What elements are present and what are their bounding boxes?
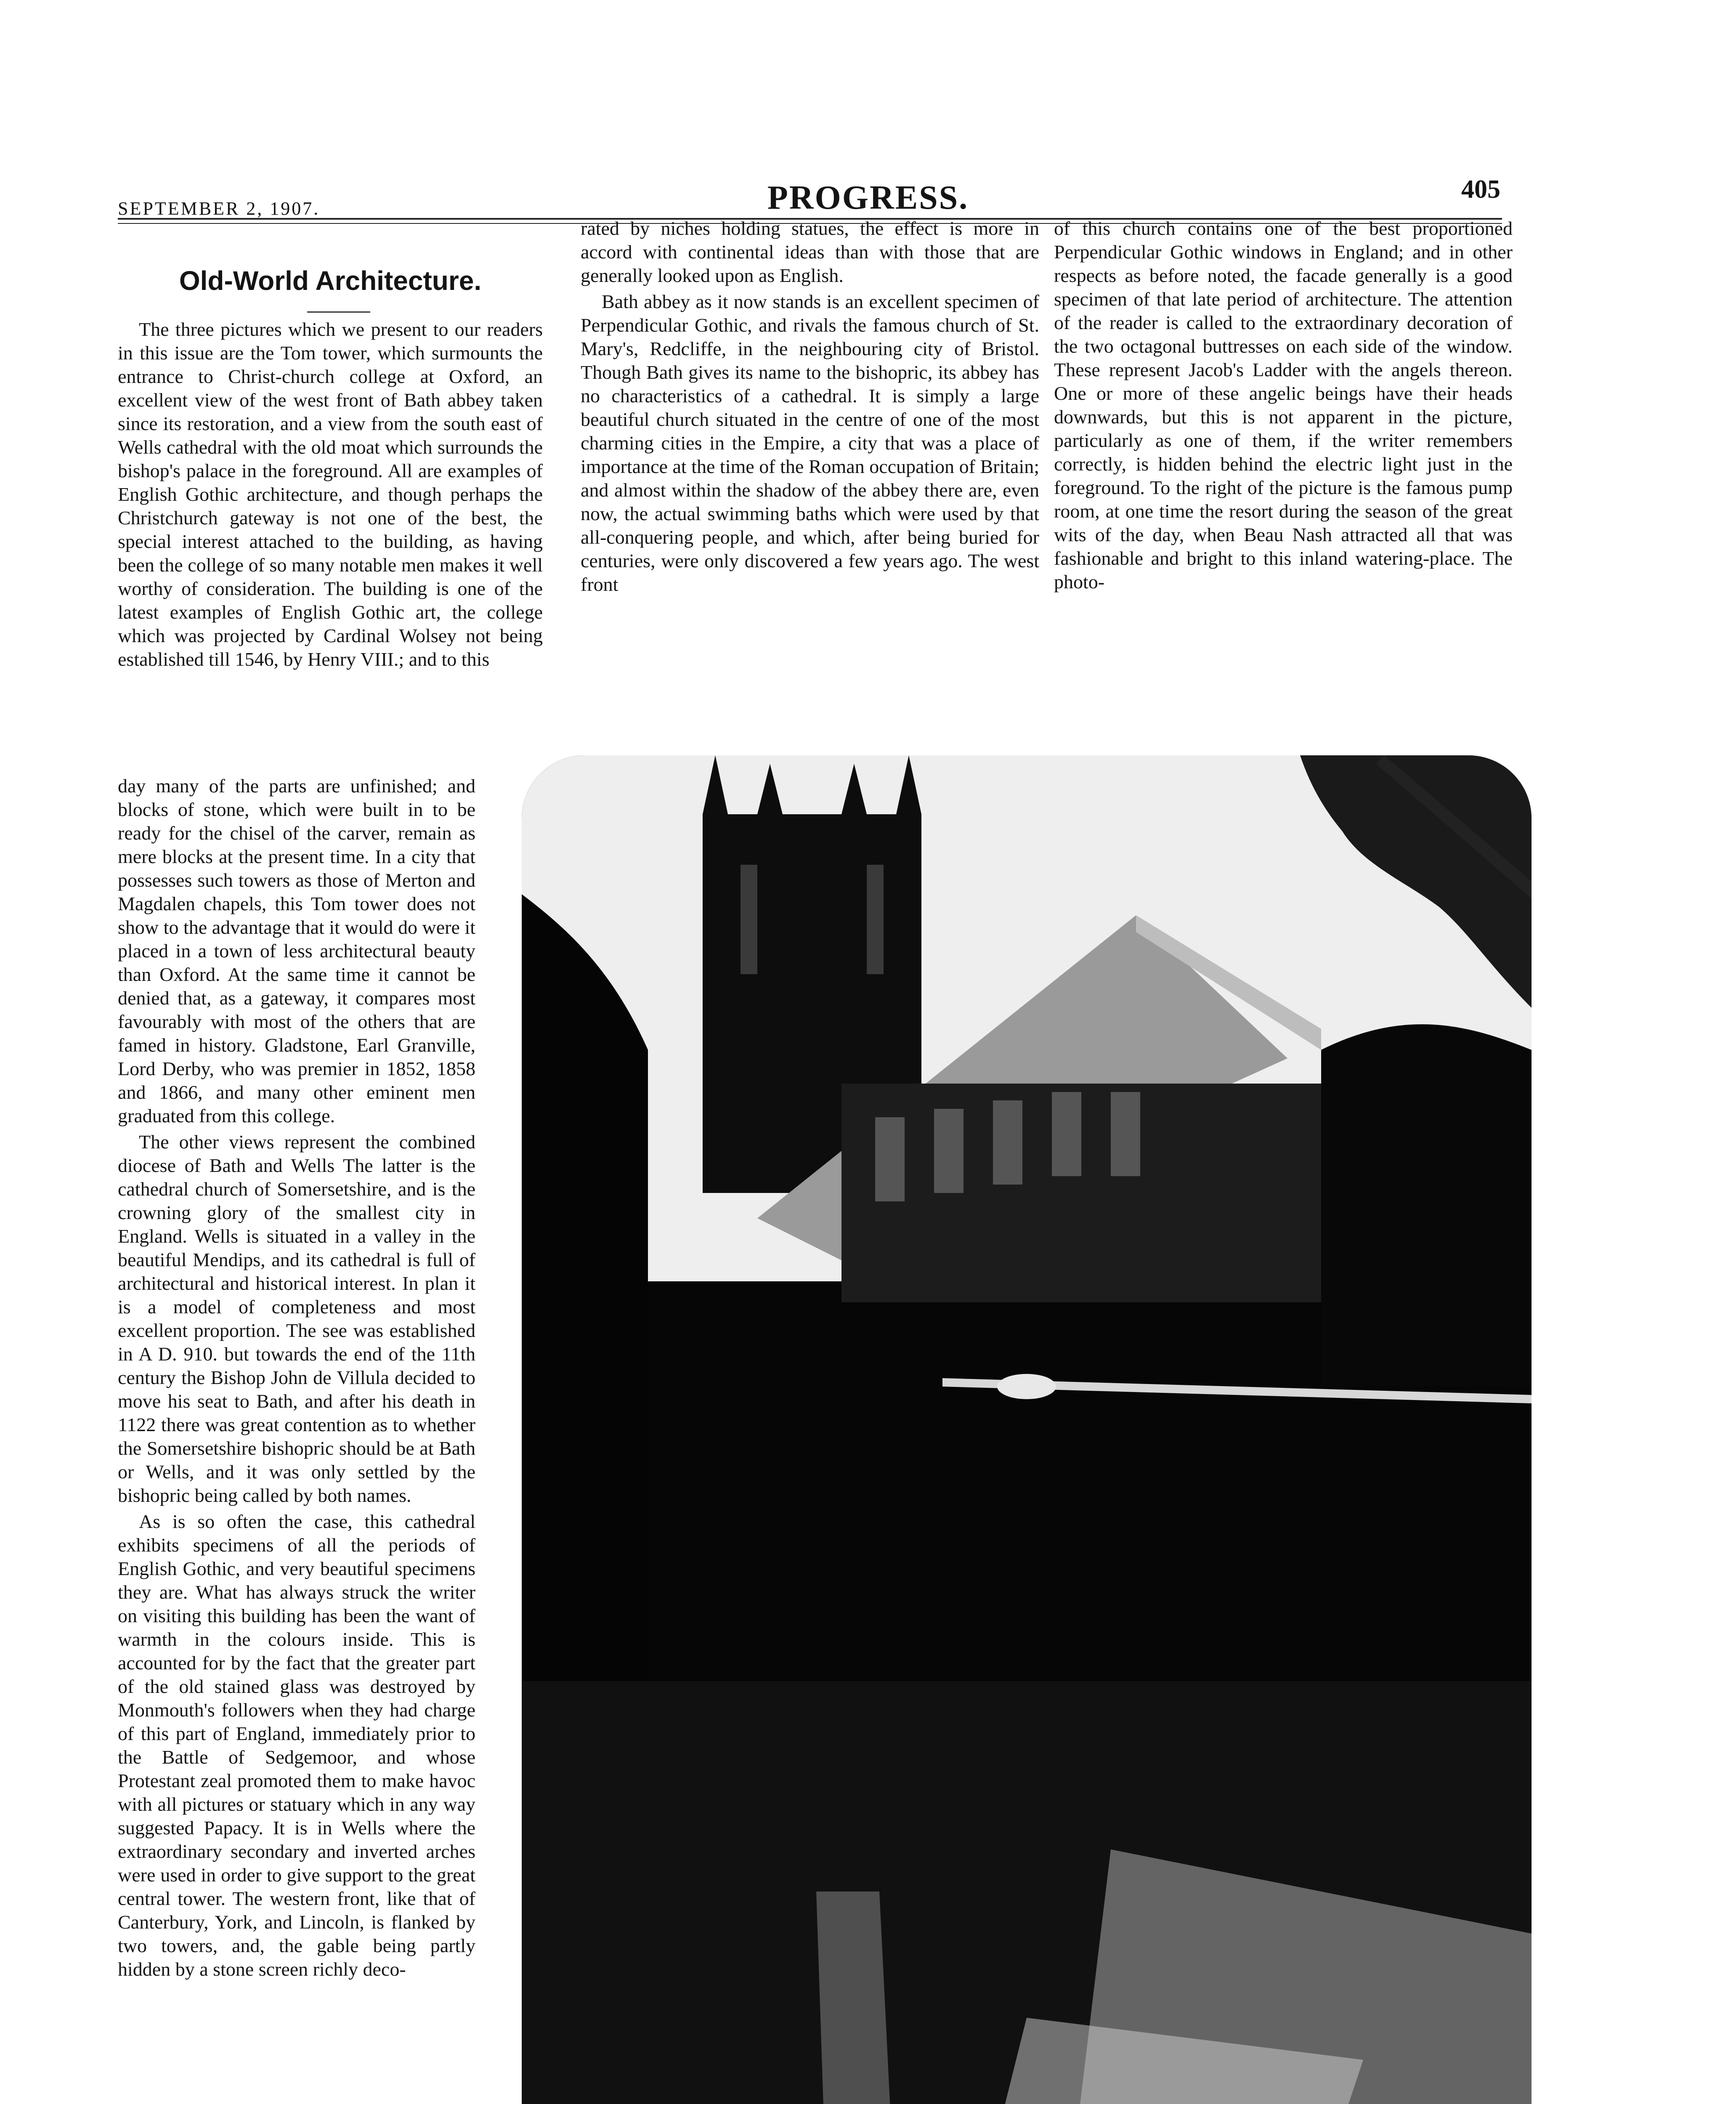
- paragraph: The three pictures which we present to our readers in this issue are the Tom tower, which surmounts the entrance to Christ-church college at Oxford, an excellent view of the west front of Bath abbey taken since its restoration, and a view from the south east of Wells cathedral with the old moat which surrounds the bishop's palace in the foreground. All are examples of English Gothic architecture, and though perhaps the Christchurch gateway is not one of the best, the special interest attached to the building, as having been the college of so many notable men makes it well worthy of consideration. The building is one of the latest examples of English Gothic art, the college which was projected by Cardinal Wolsey not being established till 1546, by Henry VIII.; and to this: [118, 319, 543, 670]
- title-rule: [307, 311, 370, 313]
- paragraph: The other views represent the combined diocese of Bath and Wells The latter is the cathedral church of Somersetshire, and is the crowning glory of the smallest city in England. Wells is situated in a valley in the beautiful Mendips, and its cathedral is full of architectural and historical interest. In plan it is a model of completeness and most excellent proportion. The see was established in A D. 910. but towards the end of the 11th century the Bishop John de Villula decided to move his seat to Bath, and after his death in 1122 there was great contention as to whether the Somersetshire bishopric should be at Bath or Wells, and it was only settled by the bishopric being called by both names.: [118, 1131, 475, 1506]
- header-title: PROGRESS.: [767, 179, 969, 216]
- column-2: [581, 217, 1039, 599]
- cathedral-photo: [522, 755, 1532, 2104]
- column-1-bottom: [118, 774, 475, 1984]
- page-number: 405: [1461, 175, 1500, 204]
- column-3: [1054, 217, 1513, 596]
- paragraph: As is so often the case, this cathedral exhibits specimens of all the periods of English Gothic, and very beautiful specimens they are. What has always struck the writer on visiting this building has been the want of warmth in the colours inside. This is accounted for by the fact that the greater part of the old stained glass was destroyed by Monmouth's followers when they had charge of this part of England, immediately prior to the Battle of Sedgemoor, and whose Protestant zeal promoted them to make havoc with all pictures or statuary which in any way suggested Papacy. It is in Wells where the extraordinary secondary and inverted arches were used in order to give support to the great central tower. The western front, like that of Canterbury, York, and Lincoln, is flanked by two towers, and, the gable being partly hidden by a stone screen richly deco-: [118, 1511, 475, 1980]
- cathedral-illustration: [522, 755, 1532, 2104]
- header-date: SEPTEMBER 2, 1907.: [118, 198, 320, 219]
- paragraph: day many of the parts are unfinished; and blocks of stone, which were built in to be ready for the chisel of the carver, remain as mere blocks at the present time. In a city that possesses such towers as those of Merton and Magdalen chapels, this Tom tower does not show to the advantage that it would do were it placed in a town of less architectural beauty than Oxford. At the same time it cannot be denied that, as a gateway, it compares most favourably with most of the others that are famed in history. Gladstone, Earl Granville, Lord Derby, who was premier in 1852, 1858 and 1866, and many other eminent men graduated from this college.: [118, 775, 475, 1126]
- paragraph: Bath abbey as it now stands is an excellent specimen of Perpendicular Gothic, and rivals the famous church of St. Mary's, Redcliffe, in the neighbouring city of Bristol. Though Bath gives its name to the bishopric, its abbey has no characteristics of a cathedral. It is simply a large beautiful church situated in the centre of one of the most charming cities in the Empire, a city that was a place of importance at the time of the Roman occupation of Britain; and almost within the shadow of the abbey there are, even now, the actual swimming baths which were used by that all-conquering people, and which, after being buried for centuries, were only discovered a few years ago. The west front: [581, 291, 1039, 595]
- column-1-top: [118, 318, 543, 674]
- paragraph: rated by niches holding statues, the effect is more in accord with continental ideas than with those that are generally looked upon as English.: [581, 218, 1039, 286]
- article-title: Old-World Architecture.: [179, 266, 482, 296]
- paragraph: of this church contains one of the best proportioned Perpendicular Gothic windows in England; and in other respects as before noted, the facade generally is a good specimen of that late period of architecture. The attention of the reader is called to the extraordinary decoration of the two octagonal buttresses on each side of the window. These represent Jacob's Ladder with the angels thereon. One or more of these angelic beings have their heads downwards, but this is not apparent in the picture, particularly as one of them, if the writer remembers correctly, is hidden behind the electric light just in the foreground. To the right of the picture is the famous pump room, at one time the resort during the season of the great wits of the day, when Beau Nash attracted all that was fashionable and bright to this inland watering-place. The photo-: [1054, 218, 1513, 592]
